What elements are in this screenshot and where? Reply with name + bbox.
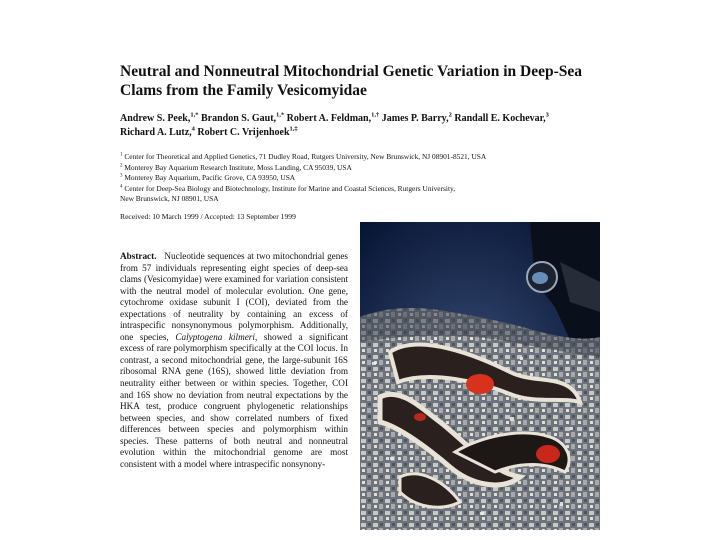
author-sup: 2 [448,111,452,119]
affiliation: $^4$ Center for Deep-Sea Biology and Biotechnology, Institute for Marine and Coastal Sciences, Rutgers University, [120,183,456,193]
author-sup: 4 [191,125,195,133]
author-sup: 1,‡ [289,125,298,133]
author: Richard A. Lutz, [120,127,192,138]
affiliation: $^1$ Center for Theoretical and Applied Genetics, 71 Dudley Road, Rutgers University, New Brunswick, NJ 08901-8521, USA [120,152,487,161]
author: James P. Barry, [381,113,449,124]
species-name: Calyptogena kilmeri [175,331,255,342]
paper-title: Neutral and Nonneutral Mitochondrial Genetic Variation in Deep-Sea Clams from the Family Vesicomyidae [120,63,582,99]
author: Randall E. Kochevar, [454,113,546,124]
abstract-text: Nucleotide sequences at two mitochondrial genes from 57 individuals representing eight species of deep-sea clams (Vesicomyidae) were examined for variation consistent with the neutral model of molecular evolution. One gene, cytochrome oxidase subunit I (COI), deviated from the expectations of neutrality by containing an excess of intraspecific nonsynonymous polymorphism. Additionally, one species, [120,251,349,342]
abstract-heading: Abstract. [120,251,157,261]
affiliations [120,152,590,205]
author: Andrew S. Peek, [120,113,191,124]
author: Robert C. Vrijenhoek [197,127,290,138]
author: Robert A. Feldman, [286,113,372,124]
abstract-text: , showed a significant excess of rare polymorphism specifically at the COI locus. In contrast, a second mitochondrial gene, the large-subunit 16S ribosomal RNA gene (16S), showed little deviation from neutrality either between or within species. Together, COI and 16S show no deviation from neutral expectations by the HKA test, produce congruent phylogenetic relationships between species, and show correlated numbers of fixed differences between species and polymorphism within species. These patterns of both neutral and nonneutral evolution within the mitochondrial genome are most consistent with a model where intraspecific nonsynony- [120,331,349,469]
author-sup: 1,† [371,111,380,119]
author-sup: 1,* [276,111,285,119]
received-accepted-dates: Received: 10 March 1999 / Accepted: 13 September 1999 [120,212,296,221]
affiliation: $^2$ Monterey Bay Aquarium Research Institute, Moss Landing, CA 95039, USA [120,162,352,172]
abstract [120,251,348,470]
author-sup: 3 [545,111,549,119]
affiliation: New Brunswick, NJ 08901, USA [120,194,219,203]
author: Brandon S. Gaut, [201,113,277,124]
author-list [120,112,600,140]
deep-sea-clam-photo [360,222,600,530]
affiliation: $^3$ Monterey Bay Aquarium, Pacific Grove, CA 93950, USA [120,173,296,182]
author-sup: 1,* [190,111,199,119]
